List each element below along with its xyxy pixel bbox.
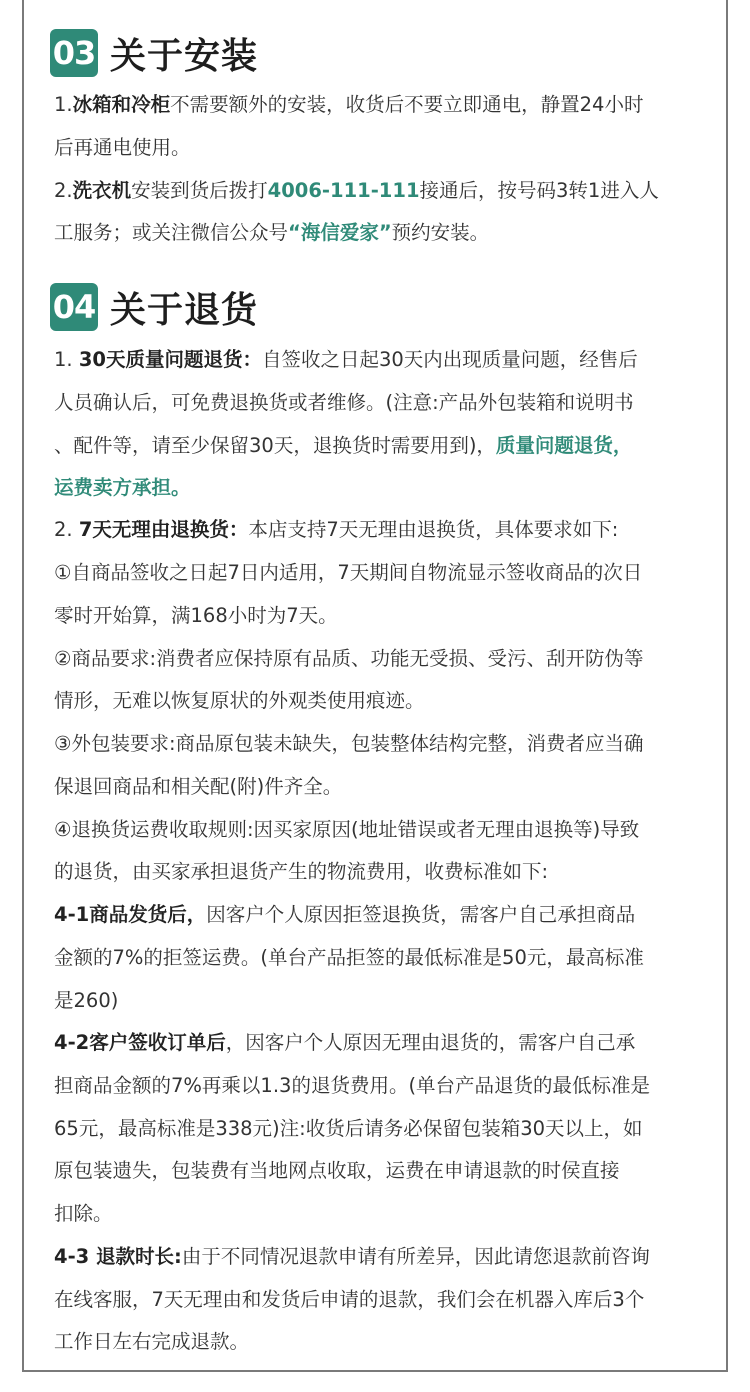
paragraph-line: 原包装遗失，包装费有当地网点收取，运费在申请退款的时侯直接 bbox=[54, 1159, 620, 1182]
section-header-returns bbox=[50, 282, 258, 332]
paragraph-line: ④退换货运费收取规则:因买家原因(地址错误或者无理由退换等)导致 bbox=[54, 818, 640, 841]
paragraph-line: 、配件等，请至少保留30天，退换货时需要用到)，质量问题退货， bbox=[54, 434, 633, 457]
section-header-install bbox=[50, 28, 258, 78]
content-frame bbox=[22, 0, 728, 1372]
paragraph-line: 在线客服，7天无理由和发货后申请的退款，我们会在机器入库后3个 bbox=[54, 1288, 645, 1311]
paragraph-line: 人员确认后，可免费退换货或者维修。(注意:产品外包装箱和说明书 bbox=[54, 391, 634, 414]
paragraph-line: 担商品金额的7%再乘以1.3的退货费用。(单台产品退货的最低标准是 bbox=[54, 1074, 651, 1097]
paragraph-line: 工作日左右完成退款。 bbox=[54, 1330, 250, 1353]
paragraph-line: 的退货，由买家承担退货产生的物流费用，收费标准如下: bbox=[54, 860, 549, 883]
paragraph-line: 65元，最高标准是338元)注:收货后请务必保留包装箱30天以上，如 bbox=[54, 1117, 643, 1140]
paragraph-line: 4-2客户签收订单后，因客户个人原因无理由退货的，需客户自己承 bbox=[54, 1031, 636, 1054]
paragraph-line: 2. 7天无理由退换货：本店支持7天无理由退换货，具体要求如下: bbox=[54, 518, 619, 541]
paragraph-line: ①自商品签收之日起7日内适用，7天期间自物流显示签收商品的次日 bbox=[54, 561, 643, 584]
paragraph-line: 1. 30天质量问题退货：自签收之日起30天内出现质量问题，经售后 bbox=[54, 348, 638, 371]
section-title: 关于安装 bbox=[110, 35, 259, 77]
paragraph-line: 4-3 退款时长:由于不同情况退款申请有所差异，因此请您退款前咨询 bbox=[54, 1245, 650, 1268]
service-phone-number: 4006-111-111 bbox=[267, 179, 420, 202]
paragraph-line: 后再通电使用。 bbox=[54, 136, 191, 159]
paragraph-line: 金额的7%的拒签运费。(单台产品拒签的最低标准是50元，最高标准 bbox=[54, 946, 644, 969]
paragraph-line: 保退回商品和相关配(附)件齐全。 bbox=[54, 775, 343, 798]
wechat-account-name: “海信爱家” bbox=[288, 221, 392, 244]
paragraph-line: 扣除。 bbox=[54, 1202, 113, 1225]
paragraph-line: 零时开始算，满168小时为7天。 bbox=[54, 604, 338, 627]
paragraph-line: 2.洗衣机安装到货后拨打4006-111-111接通后，按号码3转1进入人 bbox=[54, 179, 659, 202]
paragraph-line: 运费卖方承担。 bbox=[54, 476, 191, 499]
paragraph-line: ②商品要求:消费者应保持原有品质、功能无受损、受污、刮开防伪等 bbox=[54, 647, 644, 670]
paragraph-line: 1.冰箱和冷柜不需要额外的安装，收货后不要立即通电，静置24小时 bbox=[54, 93, 644, 116]
section-number-badge: 03 bbox=[50, 29, 98, 77]
section-number-badge: 04 bbox=[50, 283, 98, 331]
paragraph-line: 是260) bbox=[54, 989, 119, 1012]
paragraph-line: 4-1商品发货后，因客户个人原因拒签退换货，需客户自己承担商品 bbox=[54, 903, 636, 926]
paragraph-line: ③外包装要求:商品原包装未缺失，包装整体结构完整，消费者应当确 bbox=[54, 732, 644, 755]
paragraph-line: 工服务；或关注微信公众号“海信爱家”预约安装。 bbox=[54, 221, 490, 244]
paragraph-line: 情形，无难以恢复原状的外观类使用痕迹。 bbox=[54, 689, 425, 712]
section-title: 关于退货 bbox=[110, 289, 259, 331]
